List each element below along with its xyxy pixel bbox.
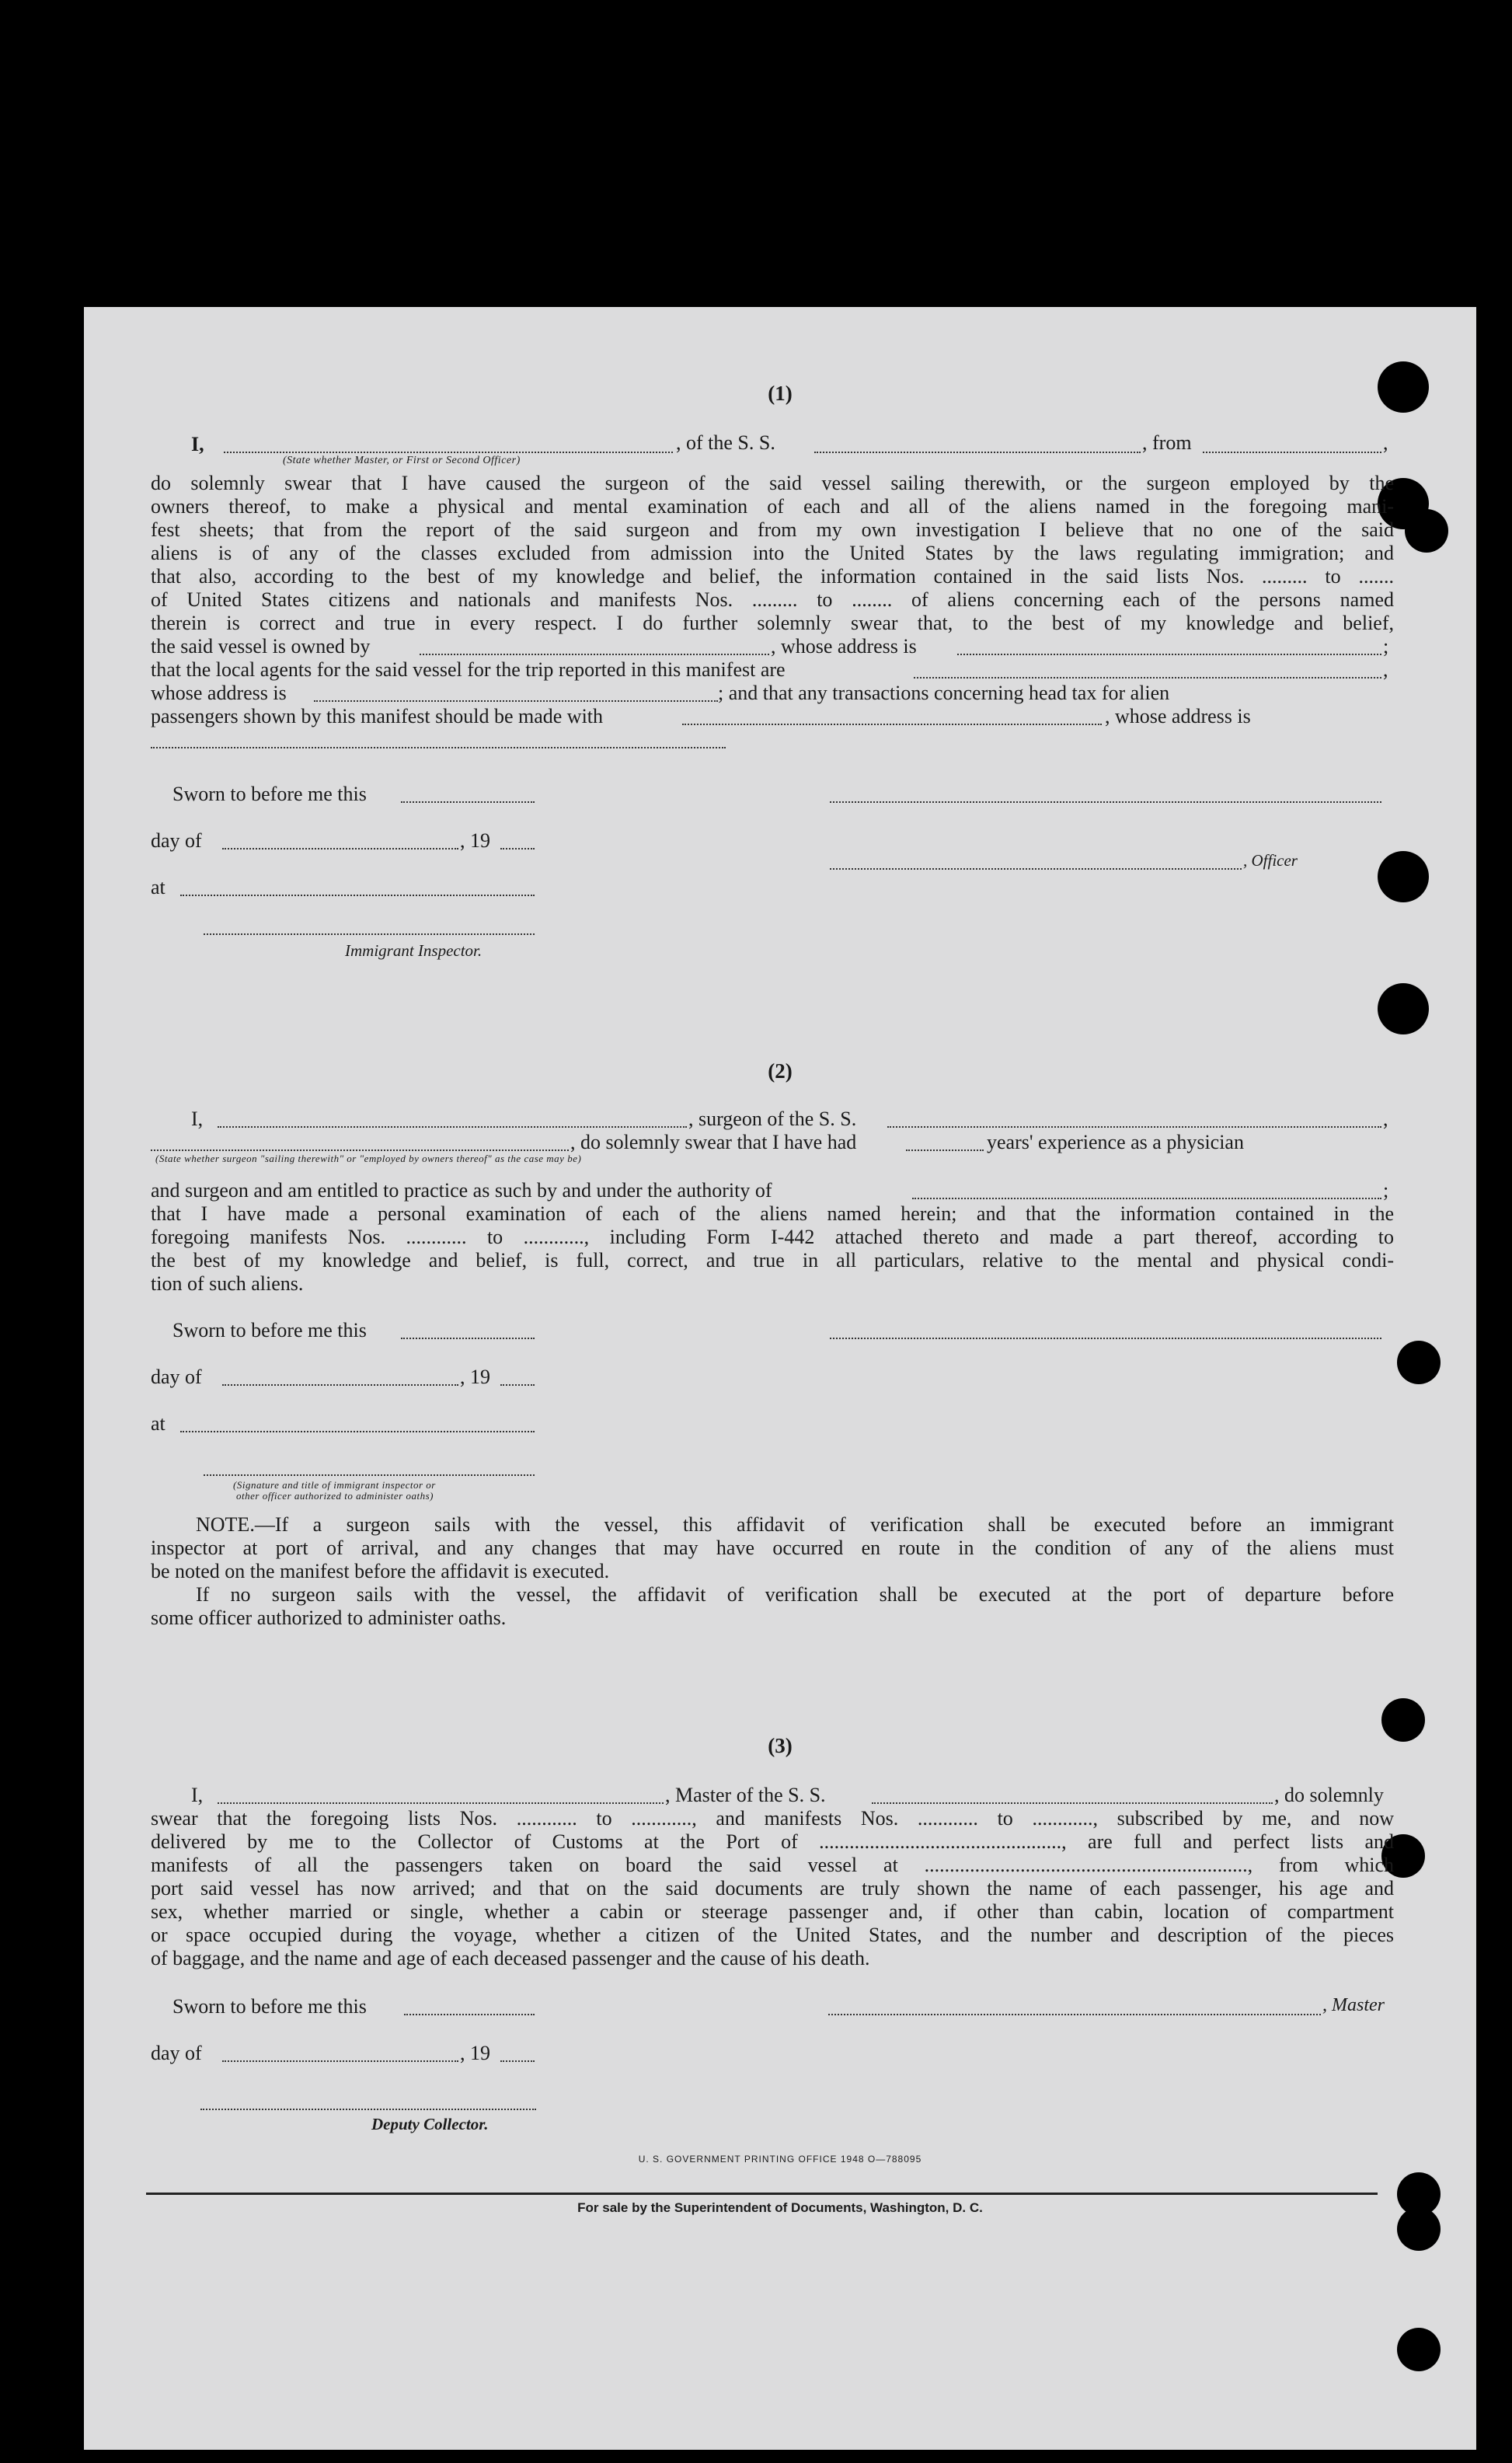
form-page: (1) I, , of the S. S. , from , (State whether Master, or First or Second Officer) do solemnly swear that I have caused the surgeon of the said vessel sailing therewith, or the surgeon employed by the owners thereof, to make a physical and mental examination of each and all of the aliens named in the foregoing mani- fest sheets; that from the report of the said surgeon and from my own investigation I believe that no one of the said aliens is of any of the classes excluded from admission into the United States by the laws regulating immigration; and that also, according to the best of my knowledge and belief, the information contained in the said lists Nos. ......... to ....... of United States citizens and nationals and manifests Nos. ......... to ........ of aliens concerning each of the persons named therein is correct and true in every respect. I do further solemnly swear that, to the best of my knowledge and belief, the said vessel is owned by , whose address is ; that the local agents for the said vessel for the trip reported in this manifest are , whose address is ; and that any transactions concerning head tax for alien passengers shown by this manifest should be made with , whose address is Sworn to before me this day of , 19 , Officer at Immigrant Inspector. (2) I, , surgeon of the S. S. , , do solemnly swear that I have had years' experience as a physician (State whether surgeon "sailing therewith" or "employed by owners thereof" as the case may be) and surgeon and am entitled to practice as such by and under the authority of ; that I have made a personal examination of each of the aliens named herein; and that the information contained in the foregoing manifests Nos. ............ to ............, including Form I-442 attached thereto and made a part thereof, according to the best of my knowledge and belief, is full, correct, and true in all particulars, relative to the mental and physical condi- tion of such aliens. Sworn to before me this day of , 19 at (Signature and title of immigrant inspector or other officer authorized to administer oaths) NOTE.—If a surgeon sails with the vessel, this affidavit of verification shall be executed before an immigrant inspector at port of arrival, and any changes that may have occurred en route in the condition of any of the aliens must be noted on the manifest before the affidavit is executed. If no surgeon sails with the vessel, the affidavit of verification shall be executed at the port of departure before some officer authorized to administer oaths. (3) I, , Master of the S. S. , do solemnly swear that the foregoing lists Nos. ............ to ............, and manifests Nos. ............ to ............, subscribed by me, and now delivered by me to the Collector of Customs at the Port of ................................................, are full and perfect lists and manifests of all the passengers taken on board the said vessel at ................................................................, from which port said vessel has now arrived; and that on the said documents are truly shown the name of each passenger, his age and sex, whether married or single, whether a cabin or steerage passenger and, if other than cabin, location of compartment or space occupied during the voyage, whether a citizen of the United States, and the number and description of the pieces of baggage, and the name and age of each deceased passenger and the cause of his death. Sworn to before me this , Master day of , 19 Deputy Collector. U. S. GOVERNMENT PRINTING OFFICE 1948 O—788095 For sale by the Superintendent of Documents, Washington, D. C.: [84, 307, 1476, 2450]
s3-opening-i: I,: [191, 1784, 204, 1806]
s3-master-of: , Master of the S. S.: [665, 1784, 826, 1806]
s2-authority-blank[interactable]: [912, 1198, 1381, 1199]
s2-semicolon: ;: [1383, 1179, 1389, 1202]
s2-note-line: inspector at port of arrival, and any changes that may have occurred en route in the condition of any of the aliens must: [151, 1537, 1394, 1559]
s1-passengers: passengers shown by this manifest should be made with: [151, 705, 604, 727]
s2-caption: (State whether surgeon "sailing therewith" or "employed by owners thereof" as the case may be): [155, 1153, 582, 1164]
s2-sig-caption-1: (Signature and title of immigrant inspector or: [233, 1479, 436, 1491]
s3-master-sign-blank[interactable]: [828, 2014, 1321, 2015]
s1-sworn: Sworn to before me this: [172, 783, 367, 805]
s2-years-blank[interactable]: [906, 1150, 984, 1151]
s3-year: , 19: [460, 2042, 490, 2064]
footer-text: For sale by the Superintendent of Documents, Washington, D. C.: [577, 2200, 983, 2215]
s1-owner-blank[interactable]: [420, 654, 769, 655]
s3-year-blank[interactable]: [500, 2060, 535, 2062]
s3-master: , Master: [1322, 1995, 1385, 2015]
s1-officer-sign-blank[interactable]: [830, 868, 1242, 870]
s2-note-line: If no surgeon sails with the vessel, the affidavit of verification shall be executed at the port of departure before: [196, 1583, 1394, 1606]
s1-officer-blank[interactable]: [224, 452, 673, 453]
s2-note-line: some officer authorized to administer oaths.: [151, 1607, 507, 1629]
s1-comma: ,: [1383, 658, 1388, 681]
s3-master-name-blank[interactable]: [218, 1802, 664, 1804]
punch-hole: [1397, 1341, 1441, 1384]
s1-owner-address-blank[interactable]: [957, 654, 1381, 655]
s1-head-tax-blank[interactable]: [682, 724, 1102, 725]
s1-whose-address: whose address is: [151, 682, 287, 704]
s1-line: therein is correct and true in every respect. I do further solemnly swear that, to the best of my knowledge and belief,: [151, 612, 1394, 634]
s1-at-blank[interactable]: [180, 895, 535, 896]
s1-line: fest sheets; that from the report of the said surgeon and from my own investigation I believe that no one of the said: [151, 518, 1394, 541]
s1-line: that also, according to the best of my knowledge and belief, the information contained in the said lists Nos. ......... to .......: [151, 565, 1394, 588]
s1-day-blank[interactable]: [222, 848, 458, 849]
s3-sworn: Sworn to before me this: [172, 1995, 367, 2018]
s3-line: or space occupied during the voyage, whether a citizen of the United States, and the number and description of the pieces: [151, 1924, 1394, 1946]
s2-year: , 19: [460, 1366, 490, 1388]
s2-surgeon-of: , surgeon of the S. S.: [688, 1108, 857, 1130]
s1-owned-by: the said vessel is owned by: [151, 635, 371, 658]
s1-signature-blank[interactable]: [830, 801, 1381, 803]
s1-head-tax: ; and that any transactions concerning head tax for alien: [718, 682, 1170, 704]
section-2-number: (2): [768, 1059, 793, 1083]
footer-rule: [146, 2193, 1378, 2195]
s1-of-the-ss: , of the S. S.: [676, 431, 775, 454]
s2-note-line: be noted on the manifest before the affidavit is executed.: [151, 1560, 610, 1582]
s3-line: swear that the foregoing lists Nos. ............ to ............, and manifests Nos. ............ to ............, subscribed by me, and now: [151, 1807, 1394, 1830]
s1-year-blank[interactable]: [500, 848, 535, 849]
s2-type-blank[interactable]: [151, 1150, 569, 1151]
s1-agents-address-blank[interactable]: [314, 700, 718, 702]
s1-line: aliens is of any of the classes excluded from admission into the United States by the laws regulating immigration; and: [151, 542, 1394, 564]
s2-at-blank[interactable]: [180, 1431, 535, 1432]
s2-years: years' experience as a physician: [987, 1131, 1244, 1153]
s1-day-of: day of: [151, 829, 202, 852]
punch-hole: [1378, 983, 1429, 1034]
s3-deputy: Deputy Collector.: [371, 2115, 489, 2133]
s1-local-agents: that the local agents for the said vessel for the trip reported in this manifest are: [151, 658, 786, 681]
s3-line: sex, whether married or single, whether a cabin or steerage passenger and, if other than cabin, location of compartment: [151, 1900, 1394, 1923]
gpo-imprint: U. S. GOVERNMENT PRINTING OFFICE 1948 O—788095: [638, 2154, 922, 2165]
s2-comma: ,: [1383, 1108, 1388, 1130]
s3-vessel-blank[interactable]: [872, 1802, 1273, 1804]
s1-caption: (State whether Master, or First or Second Officer): [283, 455, 521, 466]
s1-agents-blank[interactable]: [914, 677, 1381, 679]
s2-signature-blank[interactable]: [830, 1338, 1381, 1339]
s1-at: at: [151, 876, 165, 898]
s2-sworn: Sworn to before me this: [172, 1319, 367, 1341]
s3-day-of: day of: [151, 2042, 202, 2064]
s2-note-line: NOTE.—If a surgeon sails with the vessel, this affidavit of verification shall be executed before an immigrant: [196, 1513, 1394, 1536]
s1-whose-address-end: , whose address is: [1105, 705, 1251, 727]
section-3-number: (3): [768, 1734, 793, 1757]
s2-surgeon-name-blank[interactable]: [218, 1126, 687, 1128]
s1-semicolon: ;: [1383, 635, 1389, 658]
s2-at: at: [151, 1412, 165, 1435]
s2-year-blank[interactable]: [500, 1384, 535, 1386]
s2-line: that I have made a personal examination of each of the aliens named herein; and that the information contained in the: [151, 1202, 1394, 1225]
s2-inspector-blank[interactable]: [204, 1474, 535, 1476]
s2-authority: and surgeon and am entitled to practice as such by and under the authority of: [151, 1179, 772, 1202]
s1-opening-i: I,: [191, 433, 204, 455]
s3-line: manifests of all the passengers taken on board the said vessel at ................................................................, from which: [151, 1854, 1394, 1876]
s2-day-of: day of: [151, 1366, 202, 1388]
s1-from-blank[interactable]: [1203, 452, 1381, 453]
s2-sig-caption-2: other officer authorized to administer oaths): [236, 1490, 434, 1502]
s1-whose-address-is: , whose address is: [771, 635, 917, 658]
s1-officer: , Officer: [1243, 851, 1298, 870]
s3-day-blank[interactable]: [222, 2060, 458, 2062]
s2-do-swear: , do solemnly swear that I have had: [570, 1131, 857, 1153]
s2-day-blank[interactable]: [222, 1384, 458, 1386]
s3-do-solemnly: , do solemnly: [1274, 1784, 1384, 1806]
s1-year: , 19: [460, 829, 490, 852]
s1-address-blank-2[interactable]: [151, 747, 726, 748]
s2-line: the best of my knowledge and belief, is full, correct, and true in all particulars, relative to the mental and physical condi-: [151, 1249, 1394, 1272]
s3-line: delivered by me to the Collector of Customs at the Port of ................................................, are full and perfect lists and: [151, 1830, 1394, 1853]
s1-inspector-blank[interactable]: [204, 933, 535, 935]
s1-from: , from: [1142, 431, 1192, 454]
s2-line: tion of such aliens.: [151, 1272, 304, 1295]
s1-line: owners thereof, to make a physical and mental examination of each and all of the aliens named in the foregoing mani-: [151, 495, 1394, 518]
s1-inspector: Immigrant Inspector.: [345, 941, 483, 960]
s3-sworn-blank[interactable]: [404, 2014, 535, 2015]
s2-vessel-blank[interactable]: [887, 1126, 1381, 1128]
s1-sworn-blank[interactable]: [401, 801, 535, 803]
s2-sworn-blank[interactable]: [401, 1338, 535, 1339]
punch-hole: [1405, 509, 1448, 553]
s3-line: port said vessel has now arrived; and that on the said documents are truly shown the name of each passenger, his age and: [151, 1877, 1394, 1900]
s1-line: do solemnly swear that I have caused the surgeon of the said vessel sailing therewith, or the surgeon employed by the: [151, 472, 1394, 494]
s3-line: of baggage, and the name and age of each deceased passenger and the cause of his death.: [151, 1947, 870, 1969]
s3-deputy-blank[interactable]: [200, 2109, 536, 2110]
section-1-number: (1): [768, 382, 793, 405]
s2-line: foregoing manifests Nos. ............ to ............, including Form I-442 attached thereto and made a part thereof, according to: [151, 1226, 1394, 1248]
s2-opening-i: I,: [191, 1108, 204, 1130]
s1-line: of United States citizens and nationals and manifests Nos. ......... to ........ of aliens concerning each of the persons named: [151, 588, 1394, 611]
punch-hole: [1378, 851, 1429, 902]
s1-vessel-blank[interactable]: [814, 452, 1141, 453]
punch-hole: [1397, 2328, 1441, 2371]
